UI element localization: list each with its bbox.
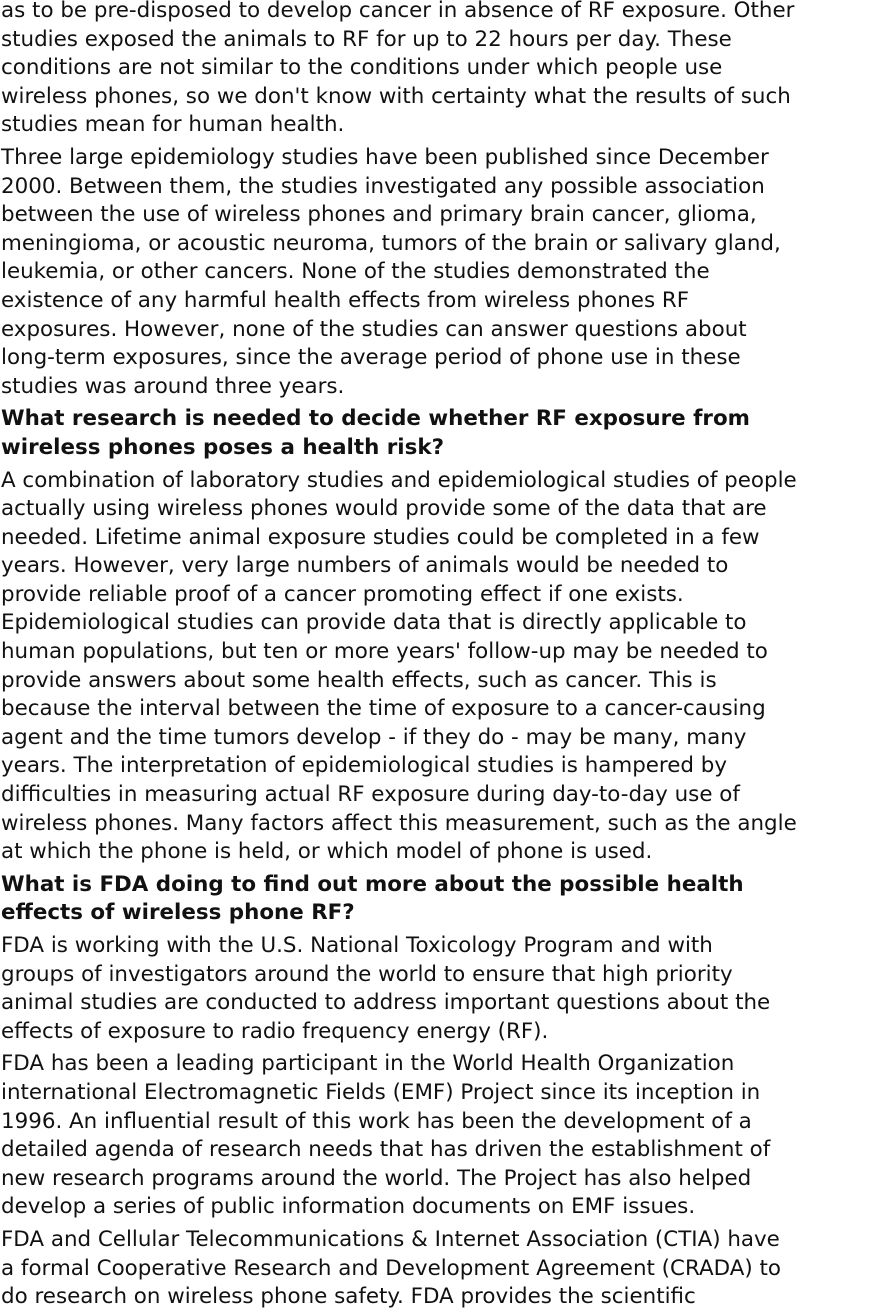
text-line: actually using wireless phones would provide some of the data that are <box>1 496 767 522</box>
text-line: human populations, but ten or more years' follow-up may be needed to <box>1 639 768 665</box>
text-line: animal studies are conducted to address important questions about the <box>1 990 771 1016</box>
text-line: needed. Lifetime animal exposure studies could be completed in a few <box>1 524 760 550</box>
text-line: wireless phones. Many factors affect this measurement, such as the angle <box>1 810 797 836</box>
text-line: Three large epidemiology studies have been published since December <box>1 144 769 170</box>
text-line: conditions are not similar to the conditions under which people use <box>1 55 723 81</box>
paragraph-fda-ctia-crada <box>1 1226 877 1312</box>
text-line: FDA has been a leading participant in the World Health Organization <box>1 1051 735 1077</box>
text-line: because the interval between the time of exposure to a cancer-causing <box>1 696 766 722</box>
text-line: a formal Cooperative Research and Development Agreement (CRADA) to <box>1 1255 781 1281</box>
text-line: studies mean for human health. <box>1 112 345 138</box>
text-line: at which the phone is held, or which model of phone is used. <box>1 839 653 865</box>
text-line: develop a series of public information documents on EMF issues. <box>1 1194 696 1220</box>
paragraph-animal-studies <box>1 0 877 140</box>
text-line: leukemia, or other cancers. None of the studies demonstrated the <box>1 259 710 285</box>
text-line: FDA is working with the U.S. National Toxicology Program and with <box>1 933 713 958</box>
text-line: difficulties in measuring actual RF exposure during day-to-day use of <box>1 782 740 808</box>
heading-line: effects of wireless phone RF? <box>1 900 355 926</box>
text-line: detailed agenda of research needs that has driven the establishment of <box>1 1137 771 1163</box>
text-line: groups of investigators around the world to ensure that high priority <box>1 961 733 987</box>
heading-fda-research <box>1 871 877 928</box>
text-line: exposures. However, none of the studies can answer questions about <box>1 316 747 342</box>
heading-line: wireless phones poses a health risk? <box>1 434 445 460</box>
paragraph-epidemiology-studies <box>1 144 877 401</box>
text-line: 1996. An influential result of this work has been the development of a <box>1 1108 752 1134</box>
text-line: studies was around three years. <box>1 373 345 399</box>
text-line: agent and the time tumors develop - if they do - may be many, many <box>1 724 747 750</box>
text-line: years. However, very large numbers of animals would be needed to <box>1 553 729 579</box>
text-line: international Electromagnetic Fields (EMF) Project since its inception in <box>1 1079 761 1105</box>
heading-research-needed <box>1 405 877 462</box>
text-line: FDA and Cellular Telecommunications & Internet Association (CTIA) have <box>1 1226 780 1252</box>
heading-line: What research is needed to decide whether RF exposure from <box>1 406 750 432</box>
text-line: do research on wireless phone safety. FDA provides the scientific <box>1 1284 696 1310</box>
text-line: new research programs around the world. The Project has also helped <box>1 1165 752 1191</box>
heading-line: What is FDA doing to find out more about the possible health <box>1 871 744 897</box>
text-line: provide reliable proof of a cancer promoting effect if one exists. <box>1 581 684 607</box>
text-line: between the use of wireless phones and primary brain cancer, glioma, <box>1 202 757 228</box>
text-line: existence of any harmful health effects from wireless phones RF <box>1 287 690 313</box>
text-line: long-term exposures, since the average period of phone use in these <box>1 345 741 371</box>
text-line: as to be pre-disposed to develop cancer in absence of RF exposure. Other <box>1 0 795 23</box>
text-line: wireless phones, so we don't know with certainty what the results of such <box>1 83 791 109</box>
paragraph-research-combination <box>1 467 877 867</box>
text-line: years. The interpretation of epidemiological studies is hampered by <box>1 753 728 779</box>
paragraph-fda-who-emf <box>1 1050 877 1222</box>
document-page <box>1 0 877 1316</box>
text-line: studies exposed the animals to RF for up to 22 hours per day. These <box>1 26 732 52</box>
paragraph-fda-ntp <box>1 932 877 1046</box>
text-line: effects of exposure to radio frequency energy (RF). <box>1 1018 549 1044</box>
text-line: A combination of laboratory studies and epidemiological studies of people <box>1 467 797 493</box>
text-line: meningioma, or acoustic neuroma, tumors of the brain or salivary gland, <box>1 230 781 256</box>
text-line: provide answers about some health effects, such as cancer. This is <box>1 667 717 693</box>
text-line: Epidemiological studies can provide data that is directly applicable to <box>1 610 747 636</box>
text-line: 2000. Between them, the studies investigated any possible association <box>1 173 765 199</box>
